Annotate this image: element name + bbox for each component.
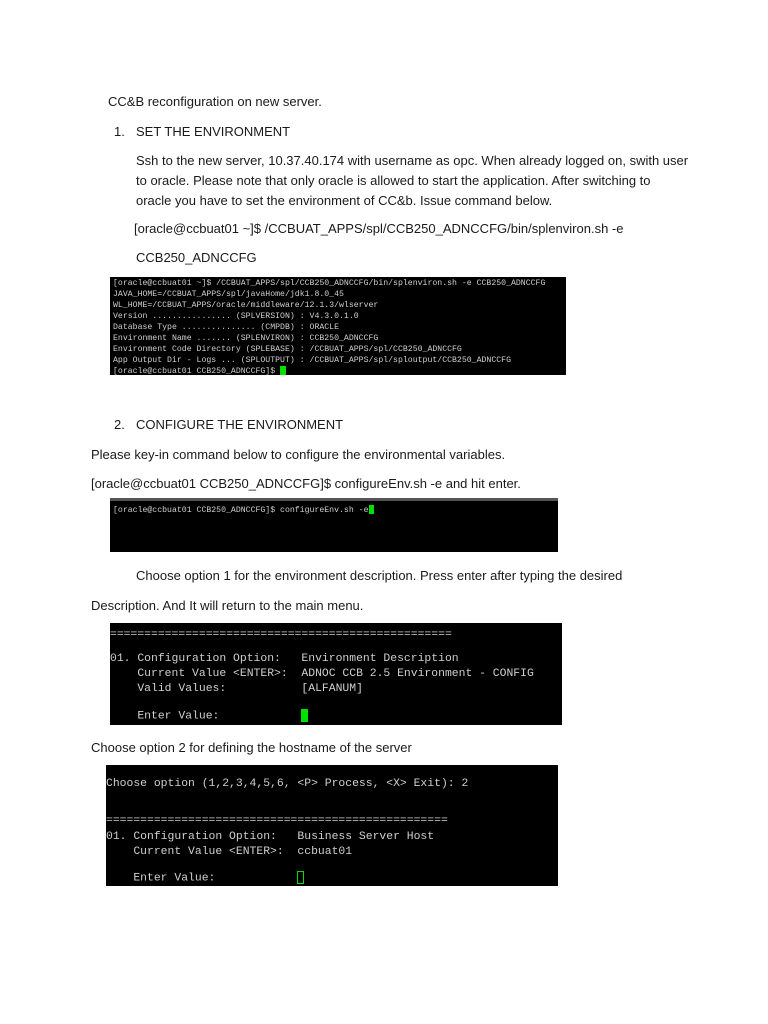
terminal-command: [oracle@ccbuat01 CCB250_ADNCCFG]$ configureEnv.sh -e	[113, 506, 369, 515]
terminal-line: JAVA_HOME=/CCBUAT_APPS/spl/javaHome/jdk1.8.0_45	[113, 290, 344, 299]
terminal-input-label: Enter Value:	[106, 872, 298, 885]
terminal-screenshot-environment-description	[110, 623, 562, 725]
terminal-prompt-line	[113, 366, 286, 375]
terminal-line: Environment Name ....... (SPLENVIRON) : CCB250_ADNCCFG	[113, 334, 379, 343]
terminal-screenshot-business-server-host	[106, 765, 558, 886]
terminal-cursor	[297, 871, 304, 884]
step1-heading: SET THE ENVIRONMENT	[136, 124, 291, 139]
terminal-input-line	[106, 871, 304, 885]
terminal-line: ==================================================	[106, 815, 448, 827]
step1-command-line2: CCB250_ADNCCFG	[136, 250, 257, 265]
terminal-prompt-line	[113, 505, 374, 516]
terminal-screenshot-splenviron	[110, 277, 566, 375]
terminal-cursor	[301, 709, 308, 722]
terminal-screenshot-configureenv	[110, 498, 558, 552]
step1-number: 1.	[114, 124, 125, 139]
terminal-cursor	[369, 505, 374, 514]
step1-paragraph-line2: to oracle. Please note that only oracle is allowed to start the application. After switching to	[136, 173, 651, 188]
terminal-prompt: [oracle@ccbuat01 CCB250_ADNCCFG]$	[113, 367, 281, 375]
terminal-cursor	[280, 366, 286, 375]
step2-command: [oracle@ccbuat01 CCB250_ADNCCFG]$ configureEnv.sh -e and hit enter.	[91, 476, 521, 491]
terminal-line: Database Type ............... (CMPDB) : ORACLE	[113, 323, 340, 332]
terminal-line: 01. Configuration Option: Environment Description	[110, 653, 459, 665]
option2-text: Choose option 2 for defining the hostname of the server	[91, 740, 412, 755]
terminal-line: 01. Configuration Option: Business Server Host	[106, 831, 435, 843]
terminal-line: ==================================================	[110, 629, 452, 641]
terminal-line: Current Value <ENTER>: ADNOC CCB 2.5 Environment - CONFIG	[110, 668, 534, 680]
step2-number: 2.	[114, 417, 125, 432]
option1-text-line2: Description. And It will return to the main menu.	[91, 598, 364, 613]
terminal-cut-line	[110, 498, 558, 501]
terminal-line: WL_HOME=/CCBUAT_APPS/oracle/middleware/12.1.3/wlserver	[113, 301, 379, 310]
step2-heading: CONFIGURE THE ENVIRONMENT	[136, 417, 344, 432]
terminal-line: Valid Values: [ALFANUM]	[110, 683, 363, 695]
step1-paragraph-line3: oracle you have to set the environment of CC&b. Issue command below.	[136, 193, 553, 208]
step2-paragraph: Please key-in command below to configure the environmental variables.	[91, 447, 506, 462]
terminal-line: Environment Code Directory (SPLEBASE) : /CCBUAT_APPS/spl/CCB250_ADNCCFG	[113, 345, 462, 354]
document-title: CC&B reconfiguration on new server.	[108, 94, 322, 109]
step1-paragraph-line1: Ssh to the new server, 10.37.40.174 with username as opc. When already logged on, swith user	[136, 153, 689, 168]
option1-text-line1: Choose option 1 for the environment description. Press enter after typing the desired	[136, 568, 623, 583]
step1-command-line1: [oracle@ccbuat01 ~]$ /CCBUAT_APPS/spl/CCB250_ADNCCFG/bin/splenviron.sh -e	[134, 221, 624, 236]
terminal-line: App Output Dir - Logs ... (SPLOUTPUT) : /CCBUAT_APPS/spl/sploutput/CCB250_ADNCCFG	[113, 356, 511, 365]
terminal-input-line	[110, 709, 308, 723]
terminal-line: Version ................ (SPLVERSION) : V4.3.0.1.0	[113, 312, 359, 321]
terminal-line: Current Value <ENTER>: ccbuat01	[106, 846, 353, 858]
terminal-line: [oracle@ccbuat01 ~]$ /CCBUAT_APPS/spl/CCB250_ADNCCFG/bin/splenviron.sh -e CCB250_ADNCCFG	[113, 279, 546, 288]
terminal-input-label: Enter Value:	[110, 710, 302, 723]
terminal-line: Choose option (1,2,3,4,5,6, <P> Process, <X> Exit): 2	[106, 778, 469, 790]
